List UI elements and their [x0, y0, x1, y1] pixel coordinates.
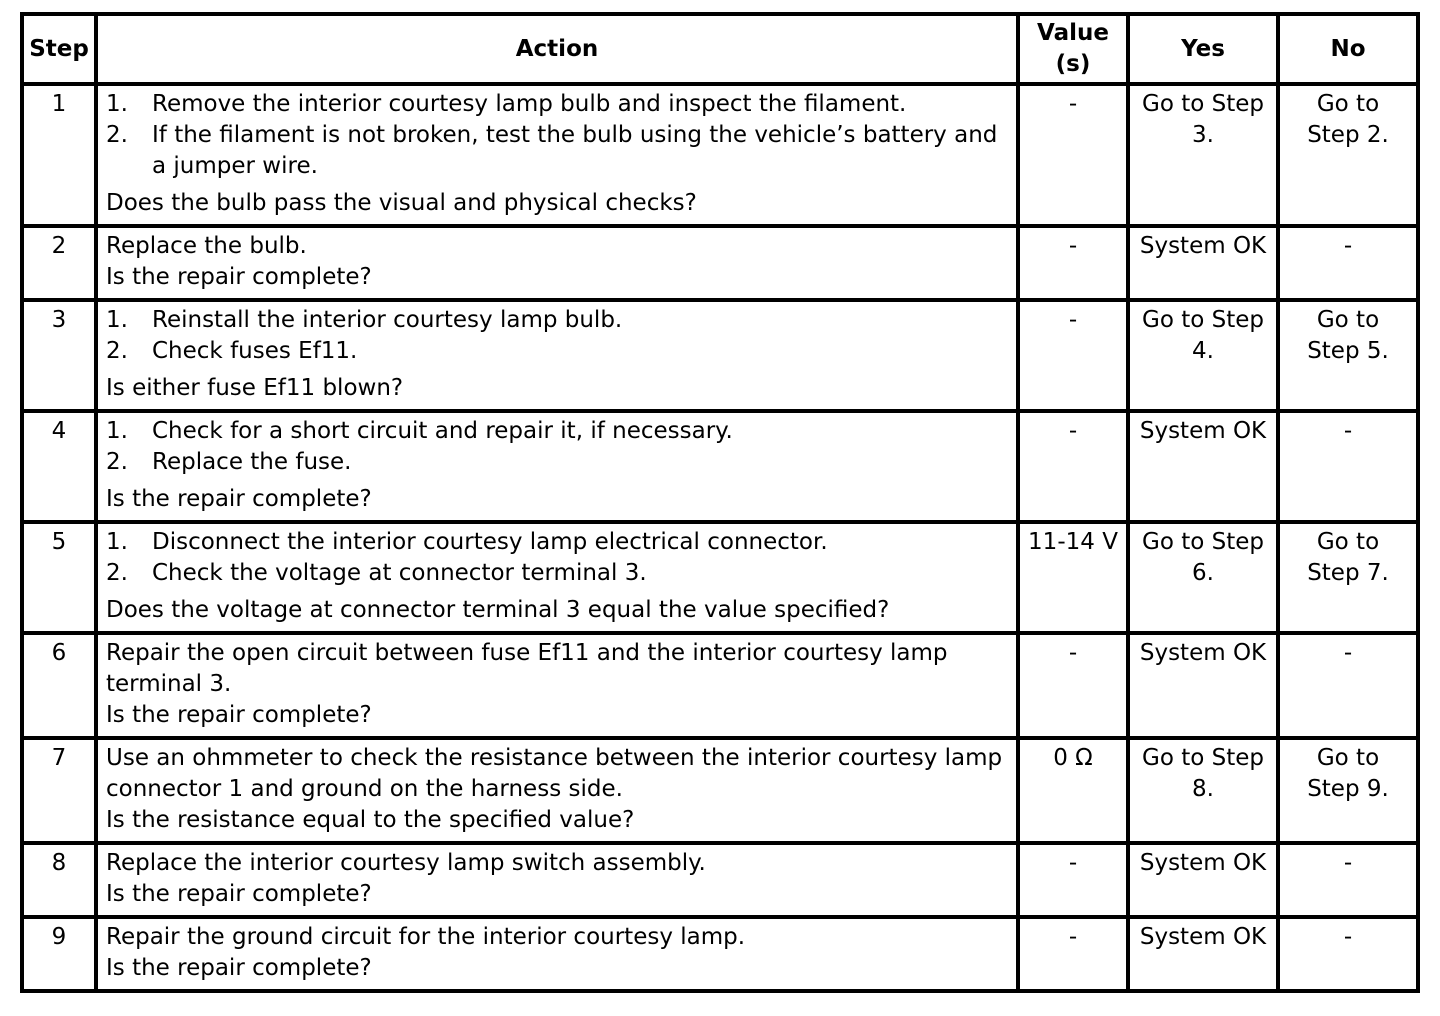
action-step-number: 1.	[106, 307, 128, 333]
yes-cell: System OK	[1128, 633, 1278, 738]
action-step	[106, 336, 1008, 367]
action-step-text: Remove the interior courtesy lamp bulb and inspect the filament.	[152, 91, 907, 117]
table-row	[22, 738, 1418, 843]
action-step-number: 2.	[106, 560, 128, 586]
yes-cell: Go to Step 6.	[1128, 522, 1278, 633]
value-cell: -	[1018, 84, 1128, 226]
value-cell: -	[1018, 633, 1128, 738]
diagnostic-table	[20, 12, 1420, 993]
value-cell: 0 Ω	[1018, 738, 1128, 843]
action-step-text: Check fuses Ef11.	[152, 338, 358, 364]
action-step-number: 1.	[106, 91, 128, 117]
action-text: Repair the ground circuit for the interior courtesy lamp.	[106, 924, 746, 950]
action-steps-list	[106, 416, 1008, 478]
action-text: Repair the open circuit between fuse Ef11 and the interior courtesy lamp terminal 3.	[106, 640, 948, 697]
header-step: Step	[22, 14, 96, 84]
header-action: Action	[96, 14, 1018, 84]
yes-cell: System OK	[1128, 917, 1278, 991]
step-number: 8	[22, 843, 96, 917]
action-question: Is the repair complete?	[106, 264, 372, 290]
action-text: Replace the bulb.	[106, 233, 307, 259]
step-number: 5	[22, 522, 96, 633]
yes-cell: Go to Step 8.	[1128, 738, 1278, 843]
yes-cell: Go to Step 3.	[1128, 84, 1278, 226]
no-cell: -	[1278, 917, 1418, 991]
action-step-text: Check the voltage at connector terminal 3.	[152, 560, 647, 586]
header-row	[22, 14, 1418, 84]
action-cell	[96, 633, 1018, 738]
action-cell	[96, 522, 1018, 633]
action-step	[106, 447, 1008, 478]
action-question: Is the repair complete?	[106, 702, 372, 728]
action-steps-list	[106, 89, 1008, 182]
action-question: Does the bulb pass the visual and physical checks?	[106, 190, 697, 216]
action-step	[106, 558, 1008, 589]
table-row	[22, 84, 1418, 226]
table-row	[22, 226, 1418, 300]
step-number: 4	[22, 411, 96, 522]
action-question: Is the repair complete?	[106, 881, 372, 907]
action-cell	[96, 917, 1018, 991]
step-number: 9	[22, 917, 96, 991]
action-step-text: If the filament is not broken, test the bulb using the vehicle’s battery and a jumper wire.	[152, 122, 998, 179]
value-cell: -	[1018, 843, 1128, 917]
action-step	[106, 416, 1008, 447]
value-cell: 11-14 V	[1018, 522, 1128, 633]
yes-cell: System OK	[1128, 843, 1278, 917]
header-yes: Yes	[1128, 14, 1278, 84]
action-cell	[96, 84, 1018, 226]
table-row	[22, 917, 1418, 991]
action-cell	[96, 300, 1018, 411]
action-step-number: 2.	[106, 338, 128, 364]
action-question: Does the voltage at connector terminal 3 equal the value specified?	[106, 597, 890, 623]
no-cell: -	[1278, 633, 1418, 738]
action-step-text: Replace the fuse.	[152, 449, 352, 475]
action-step-number: 1.	[106, 418, 128, 444]
action-step	[106, 120, 1008, 182]
table-row	[22, 522, 1418, 633]
step-number: 6	[22, 633, 96, 738]
table-header	[22, 14, 1418, 84]
value-cell: -	[1018, 917, 1128, 991]
action-cell	[96, 226, 1018, 300]
value-cell: -	[1018, 226, 1128, 300]
no-cell: -	[1278, 411, 1418, 522]
no-cell: -	[1278, 226, 1418, 300]
header-no: No	[1278, 14, 1418, 84]
no-cell: Go to Step 7.	[1278, 522, 1418, 633]
action-step-text: Reinstall the interior courtesy lamp bulb.	[152, 307, 623, 333]
action-text: Replace the interior courtesy lamp switch assembly.	[106, 850, 706, 876]
step-number: 7	[22, 738, 96, 843]
action-step	[106, 89, 1008, 120]
action-cell	[96, 738, 1018, 843]
yes-cell: Go to Step 4.	[1128, 300, 1278, 411]
action-question: Is either fuse Ef11 blown?	[106, 375, 404, 401]
no-cell: Go to Step 5.	[1278, 300, 1418, 411]
table-body	[22, 84, 1418, 991]
action-text: Use an ohmmeter to check the resistance between the interior courtesy lamp connector 1 and ground on the harness side.	[106, 745, 1003, 802]
action-question: Is the repair complete?	[106, 955, 372, 981]
action-step-number: 2.	[106, 449, 128, 475]
action-step	[106, 305, 1008, 336]
table-row	[22, 843, 1418, 917]
action-steps-list	[106, 527, 1008, 589]
value-cell: -	[1018, 300, 1128, 411]
no-cell: Go to Step 2.	[1278, 84, 1418, 226]
table-row	[22, 633, 1418, 738]
table-row	[22, 411, 1418, 522]
yes-cell: System OK	[1128, 226, 1278, 300]
value-cell: -	[1018, 411, 1128, 522]
action-step	[106, 527, 1008, 558]
action-question: Is the resistance equal to the specified value?	[106, 807, 635, 833]
step-number: 3	[22, 300, 96, 411]
action-cell	[96, 411, 1018, 522]
action-step-number: 1.	[106, 529, 128, 555]
step-number: 1	[22, 84, 96, 226]
action-step-number: 2.	[106, 122, 128, 148]
action-steps-list	[106, 305, 1008, 367]
no-cell: Go to Step 9.	[1278, 738, 1418, 843]
table-row	[22, 300, 1418, 411]
action-step-text: Disconnect the interior courtesy lamp electrical connector.	[152, 529, 828, 555]
header-value: Value (s)	[1018, 14, 1128, 84]
yes-cell: System OK	[1128, 411, 1278, 522]
no-cell: -	[1278, 843, 1418, 917]
action-cell	[96, 843, 1018, 917]
action-question: Is the repair complete?	[106, 486, 372, 512]
step-number: 2	[22, 226, 96, 300]
action-step-text: Check for a short circuit and repair it, if necessary.	[152, 418, 733, 444]
